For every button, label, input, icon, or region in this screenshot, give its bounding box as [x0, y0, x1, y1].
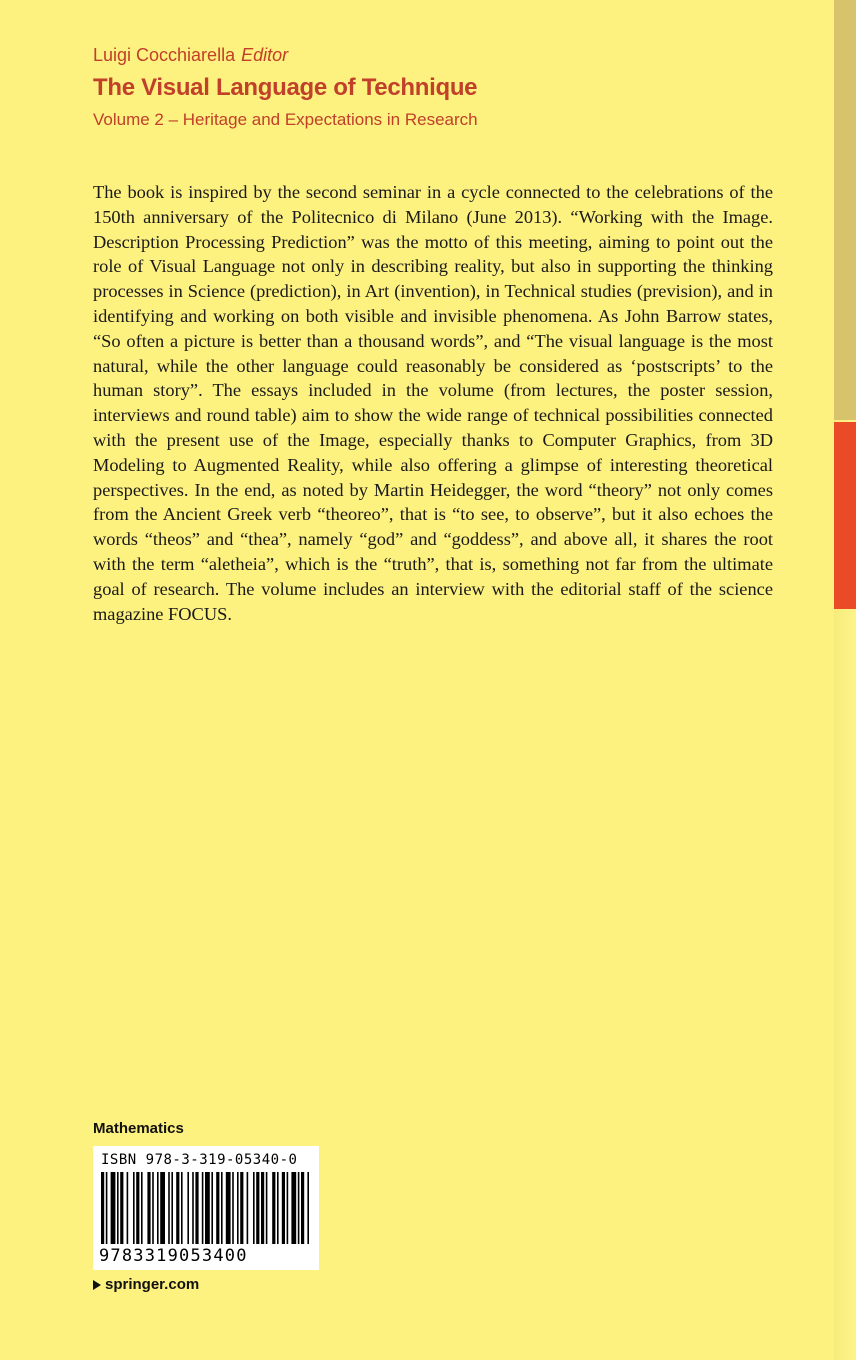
- book-subtitle: Volume 2 – Heritage and Expectations in Research: [93, 110, 478, 129]
- barcode-icon: [97, 1172, 315, 1244]
- editor-name: Luigi Cocchiarella: [93, 45, 236, 65]
- color-tab-tan: [834, 0, 856, 420]
- publisher-link[interactable]: [93, 1276, 199, 1293]
- book-blurb: The book is inspired by the second seminar in a cycle connected to the celebrations of the 150th anniversary of the Politecnico di Milano (June 2013). “Working with the Image. Description Processing Prediction” was the motto of this meeting, aiming to point out the role of Visual Language not only in describing reality, but also in supporting the thinking processes in Science (prediction), in Art (invention), in Technical studies (prevision), and in identifying and working on both visible and invisible phenomena. As John Barrow states, “So often a picture is better than a thousand words”, and “The visual language is the most natural, while the other language could reasonably be considered as ‘postscripts’ to the human story”. The essays included in the volume (from lectures, the poster session, interviews and round table) aim to show the wide range of technical possibilities connected with the present use of the Image, especially thanks to Computer Graphics, from 3D Modeling to Augmented Reality, while also offering a glimpse of interesting theoretical perspectives. In the end, as noted by Martin Heidegger, the word “theory” not only comes from the Ancient Greek verb “theoreo”, that is “to see, to observe”, but it also echoes the words “theos” and “thea”, namely “god” and “goddess”, and above all, it shares the root with the term “aletheia”, which is the “truth”, that is, something not far from the ultimate goal of research. The volume includes an interview with the editorial staff of the science magazine FOCUS.: [93, 182, 773, 624]
- color-tab-red: [834, 422, 856, 609]
- book-title: The Visual Language of Technique: [93, 74, 478, 101]
- publisher-website: springer.com: [105, 1276, 200, 1293]
- barcode-digits: 9783319053400: [99, 1246, 248, 1266]
- arrow-right-icon: [93, 1280, 101, 1290]
- isbn-label: ISBN 978-3-319-05340-0: [101, 1152, 298, 1168]
- editor-line: [93, 45, 288, 66]
- subject-label: Mathematics: [93, 1120, 184, 1137]
- editor-role: Editor: [241, 45, 289, 65]
- barcode-box: [93, 1146, 319, 1270]
